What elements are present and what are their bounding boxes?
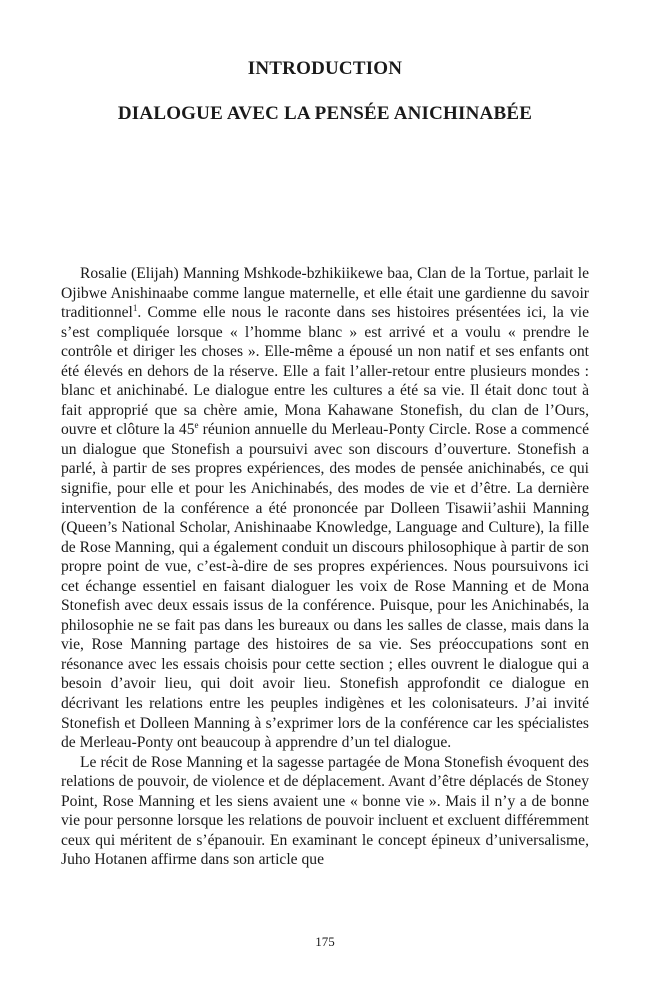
ordinal-superscript: e	[194, 420, 199, 431]
body-text	[61, 264, 589, 870]
footnote-reference[interactable]: 1	[132, 302, 138, 313]
chapter-title: DIALOGUE AVEC LA PENSÉE ANICHINABÉE	[117, 103, 533, 124]
paragraph-1-text-a: Rosalie (Elijah) Manning Mshkode-bzhikiikewe baa, Clan de la Tortue, parlait le Ojibwe Anishinaabe comme langue maternelle, et elle était une gardienne du savoir traditionnel	[61, 265, 589, 322]
paragraph-1	[61, 264, 589, 753]
chapter-label: INTRODUCTION	[247, 58, 403, 79]
paragraph-1-text-b: . Comme elle nous le raconte dans ses histoires présentées ici, la vie s’est compliquée lorsque « l’homme blanc » est arrivé et a voulu « prendre le contrôle et diriger les choses ». Elle-même a épousé un non natif et ses enfants ont été élevés en dehors de la réserve. Elle a fait l’aller-retour entre plusieurs mondes : blanc et anichinabé. Le dialogue entre les cultures a été sa vie. Il était donc tout à fait approprié que sa chère amie, Mona Kahawane Stonefish, du clan de l’Ours, ouvre et clôture la 45	[61, 304, 589, 439]
paragraph-1-text-c: réunion annuelle du Merleau-Ponty Circle. Rose a commencé un dialogue que Stonefish a poursuivi avec son discours d’ouverture. Stonefish a parlé, à partir de ses propres expériences, des modes de pensée anichinabés, ce qui signifie, pour elle et pour les Anichinabés, des modes de vie et d’être. La dernière intervention de la conférence a été prononcée par Dolleen Tisawii’ashii Manning (Queen’s National Scholar, Anishinaabe Knowledge, Language and Culture), la fille de Rose Manning, qui a également conduit un discours philosophique à partir de son propre point de vue, c’est-à-dire de ses propres expériences. Nous poursuivons ici cet échange essentiel en faisant dialoguer les voix de Rose Manning et de Mona Stonefish avec deux essais issus de la conférence. Puisque, pour les Anichinabés, la philosophie ne se fait pas dans les bureaux ou dans les salles de classe, mais dans la vie, Rose Manning partage des histoires de sa vie. Ses préoccupations sont en résonance avec les essais choisis pour cette section ; elles ouvrent le dialogue qui a besoin d’avoir lieu, qui doit avoir lieu. Stonefish approfondit ce dialogue en décrivant les relations entre les peuples indigènes et les colonisateurs. J’ai invité Stonefish et Dolleen Manning à s’exprimer lors de la conférence car les spécialistes de Merleau-Ponty ont beaucoup à apprendre d’un tel dialogue.	[61, 421, 590, 752]
paragraph-2: Le récit de Rose Manning et la sagesse partagée de Mona Stonefish évoquent des relations de pouvoir, de violence et de déplacement. Avant d’être déplacés de Stoney Point, Rose Manning et les siens avaient une « bonne vie ». Mais il n’y a de bonne vie pour personne lorsque les relations de pouvoir incluent et excluent différemment ceux qui méritent de s’épanouir. En examinant le concept épineux d’universalisme, Juho Hotanen affirme dans son article que	[61, 753, 589, 869]
page-number: 175	[315, 934, 335, 949]
